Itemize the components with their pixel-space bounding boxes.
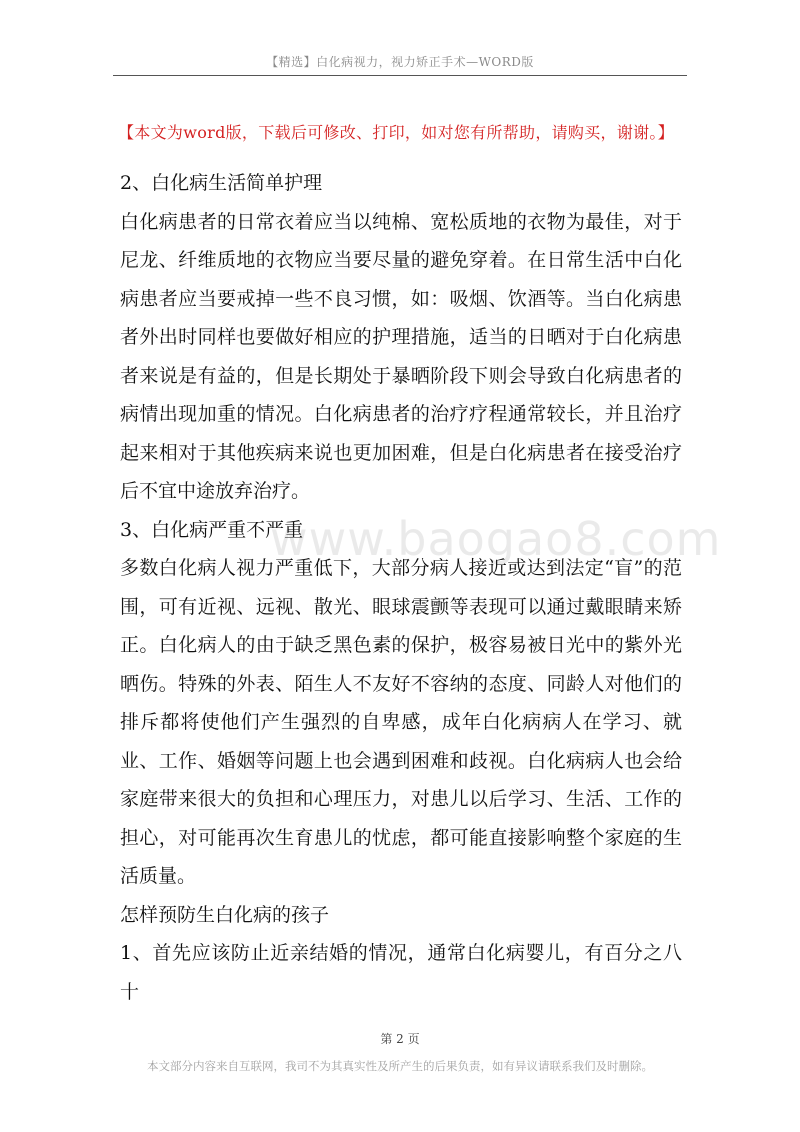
body-paragraph: 白化病患者的日常衣着应当以纯棉、宽松质地的衣物为最佳，对于尼龙、纤维质地的衣物应当要尽量的避免穿着。在日常生活中白化病患者应当要戒掉一些不良习惯，如：吸烟、饮酒等。当白化病患者外出时同样也要做好相应的护理措施，适当的日晒对于白化病患者来说是有益的，但是长期处于暴晒阶段下则会导致白化病患者的病情出现加重的情况。白化病患者的治疗疗程通常较长，并且治疗起来相对于其他疾病来说也更加困难，但是白化病患者在接受治疗后不宜中途放弃治疗。 [120, 210, 682, 502]
page-footer-disclaimer: 本文部分内容来自互联网，我司不为其真实性及所产生的后果负责，如有异议请联系我们及时删除。 [147, 1059, 653, 1073]
section-heading: 3、白化病严重不严重 [120, 518, 304, 541]
body-paragraph: 多数白化病人视力严重低下，大部分病人接近或达到法定“盲”的范围，可有近视、远视、散光、眼球震颤等表现可以通过戴眼睛来矫正。白化病人的由于缺乏黑色素的保护，极容易被日光中的紫外光晒伤。特殊的外表、陌生人不友好不容纳的态度、同龄人对他们的排斥都将使他们产生强烈的自卑感，成年白化病病人在学习、就业、工作、婚姻等问题上也会遇到困难和歧视。白化病病人也会给家庭带来很大的负担和心理压力，对患儿以后学习、生活、工作的担心，对可能再次生育患儿的忧虑，都可能直接影响整个家庭的生活质量。 [120, 557, 682, 887]
header-divider [113, 75, 687, 76]
body-paragraph: 1、首先应该防止近亲结婚的情况，通常白化病婴儿，有百分之八十 [120, 942, 682, 1003]
section-heading: 怎样预防生白化病的孩子 [120, 903, 330, 926]
watermark: www.baogao8.com [270, 512, 722, 566]
document-body [120, 164, 682, 1011]
section-heading: 2、白化病生活简单护理 [120, 172, 323, 194]
download-notice: 【本文为word版，下载后可修改、打印，如对您有所帮助，请购买，谢谢。】 [118, 123, 675, 142]
page-number: 第 2 页 [380, 1032, 420, 1046]
page-header-title: 【精选】白化病视力，视力矫正手术—WORD版 [266, 55, 534, 69]
